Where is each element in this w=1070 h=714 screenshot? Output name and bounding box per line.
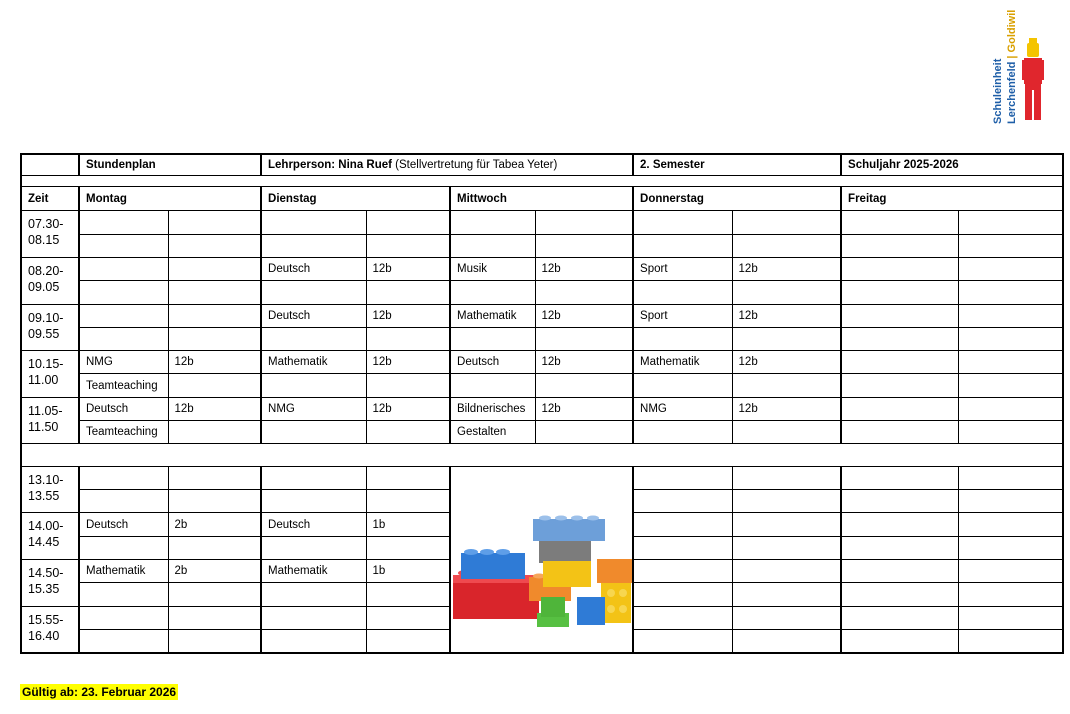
wednesday-afternoon-image bbox=[450, 466, 633, 653]
slot-row bbox=[21, 351, 1063, 374]
lesson-class: 12b bbox=[732, 257, 841, 280]
day-tuesday: Dienstag bbox=[261, 186, 450, 210]
lesson-class: 12b bbox=[732, 351, 841, 374]
lesson-subject: Mathematik bbox=[79, 559, 168, 582]
day-thursday: Donnerstag bbox=[633, 186, 841, 210]
header-row bbox=[21, 154, 1063, 175]
lesson-subject: Mathematik bbox=[633, 351, 732, 374]
school-year-cell: Schuljahr 2025-2026 bbox=[841, 154, 1063, 175]
lesson-class: 2b bbox=[168, 559, 261, 582]
slot-row bbox=[21, 304, 1063, 327]
lesson-subject: Deutsch bbox=[79, 513, 168, 536]
day-wednesday: Mittwoch bbox=[450, 186, 633, 210]
lesson-class: 12b bbox=[535, 257, 633, 280]
lesson-class: 1b bbox=[366, 513, 450, 536]
lesson-class: 12b bbox=[366, 397, 450, 420]
teacher-note: (Stellvertretung für Tabea Yeter) bbox=[391, 158, 558, 171]
time-slot: 10.15- 11.00 bbox=[21, 351, 79, 398]
time-slot: 09.10- 09.55 bbox=[21, 304, 79, 351]
day-header-row bbox=[21, 186, 1063, 210]
lunch-break-row bbox=[21, 444, 1063, 466]
slot-row bbox=[21, 211, 1063, 234]
time-slot: 14.00- 14.45 bbox=[21, 513, 79, 560]
lesson-class: 12b bbox=[732, 304, 841, 327]
lesson-class: 12b bbox=[366, 257, 450, 280]
day-monday: Montag bbox=[79, 186, 261, 210]
lesson-note: Teamteaching bbox=[79, 421, 168, 444]
day-friday: Freitag bbox=[841, 186, 1063, 210]
lesson-subject: Sport bbox=[633, 257, 732, 280]
time-slot: 08.20- 09.05 bbox=[21, 257, 79, 304]
slot-row-sub bbox=[21, 374, 1063, 397]
slot-row-sub bbox=[21, 281, 1063, 304]
lesson-subject: Bildnerisches bbox=[450, 397, 535, 420]
header-empty bbox=[21, 154, 79, 175]
lesson-subject: Sport bbox=[633, 304, 732, 327]
lesson-note: Gestalten bbox=[450, 421, 535, 444]
lego-figure-icon bbox=[1022, 38, 1044, 122]
slot-row-sub bbox=[21, 234, 1063, 257]
lesson-subject: Deutsch bbox=[261, 257, 366, 280]
slot-row-sub bbox=[21, 421, 1063, 444]
slot-row bbox=[21, 257, 1063, 280]
slot-row bbox=[21, 397, 1063, 420]
lesson-subject: Deutsch bbox=[79, 397, 168, 420]
lesson-subject: Mathematik bbox=[261, 351, 366, 374]
time-slot: 14.50- 15.35 bbox=[21, 559, 79, 606]
time-header: Zeit bbox=[21, 186, 79, 210]
lesson-subject: NMG bbox=[261, 397, 366, 420]
lesson-class: 12b bbox=[168, 351, 261, 374]
time-slot: 11.05- 11.50 bbox=[21, 397, 79, 444]
school-logo bbox=[990, 8, 1050, 126]
time-slot: 15.55- 16.40 bbox=[21, 606, 79, 653]
teacher-cell bbox=[261, 154, 633, 175]
lesson-class: 12b bbox=[168, 397, 261, 420]
lesson-subject: Musik bbox=[450, 257, 535, 280]
spacer-row bbox=[21, 175, 1063, 186]
lesson-subject: NMG bbox=[79, 351, 168, 374]
time-slot: 07.30- 08.15 bbox=[21, 211, 79, 258]
lesson-subject: Deutsch bbox=[261, 304, 366, 327]
timetable bbox=[20, 153, 1064, 654]
semester-cell: 2. Semester bbox=[633, 154, 841, 175]
lesson-note: Teamteaching bbox=[79, 374, 168, 397]
lesson-subject: Mathematik bbox=[450, 304, 535, 327]
lesson-subject: NMG bbox=[633, 397, 732, 420]
lesson-class: 2b bbox=[168, 513, 261, 536]
slot-row-sub bbox=[21, 327, 1063, 350]
lesson-class: 12b bbox=[535, 304, 633, 327]
lesson-class: 12b bbox=[535, 397, 633, 420]
lesson-class: 12b bbox=[535, 351, 633, 374]
lesson-subject: Deutsch bbox=[261, 513, 366, 536]
logo-line2: Lerchenfeld | Goldiwil bbox=[1006, 9, 1018, 124]
lesson-class: 12b bbox=[366, 304, 450, 327]
lesson-class: 12b bbox=[732, 397, 841, 420]
lesson-subject: Mathematik bbox=[261, 559, 366, 582]
title-cell: Stundenplan bbox=[79, 154, 261, 175]
lesson-class: 1b bbox=[366, 559, 450, 582]
lesson-class: 12b bbox=[366, 351, 450, 374]
valid-from-note: Gültig ab: 23. Februar 2026 bbox=[22, 685, 177, 699]
lego-bricks-image bbox=[451, 489, 633, 629]
slot-row bbox=[21, 466, 1063, 489]
teacher-label: Lehrperson: Nina Ruef bbox=[268, 158, 392, 171]
lesson-subject: Deutsch bbox=[450, 351, 535, 374]
time-slot: 13.10- 13.55 bbox=[21, 466, 79, 513]
logo-line1: Schuleinheit bbox=[992, 58, 1004, 124]
